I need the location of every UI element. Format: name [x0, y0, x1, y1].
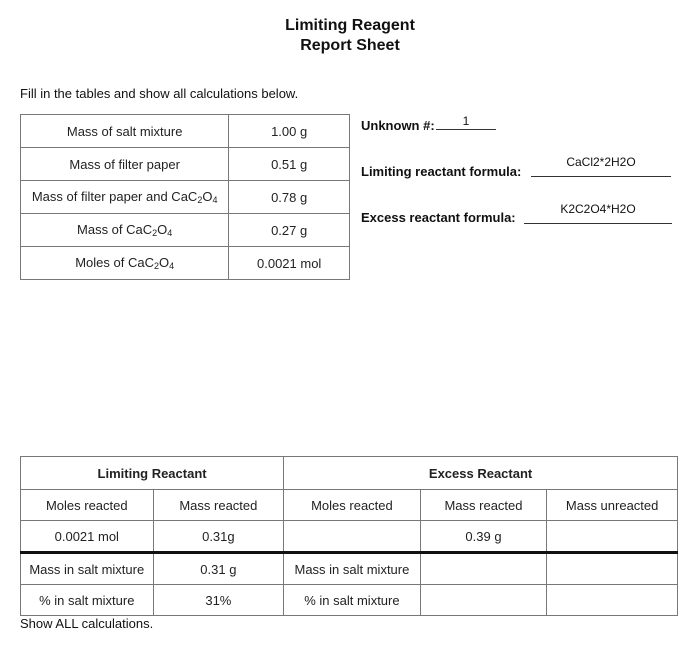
row-value[interactable]: 0.51 g [229, 148, 350, 181]
table-cell: % in salt mixture [21, 585, 154, 616]
excess-reactant-field[interactable]: K2C2O4*H2O [524, 203, 672, 224]
table-row [21, 585, 678, 616]
table-cell: Mass in salt mixture [21, 553, 154, 585]
row-value[interactable]: 1.00 g [229, 115, 350, 148]
column-header: Mass reacted [420, 490, 547, 521]
row-label: Mass of filter paper [21, 148, 229, 181]
excess-reactant-header: Excess Reactant [284, 457, 678, 490]
table-header-row [21, 490, 678, 521]
row-value[interactable]: 0.27 g [229, 214, 350, 247]
instructions-text: Fill in the tables and show all calculations below. [20, 86, 299, 101]
table-row [21, 181, 350, 214]
row-value[interactable]: 0.0021 mol [229, 247, 350, 280]
table-cell[interactable]: 0.31g [153, 521, 284, 553]
column-header: Mass unreacted [547, 490, 678, 521]
table-cell: Mass in salt mixture [284, 553, 421, 585]
title-line-2: Report Sheet [300, 37, 400, 54]
table-cell[interactable] [547, 553, 678, 585]
table-cell[interactable]: 0.39 g [420, 521, 547, 553]
title-line-1: Limiting Reagent [285, 17, 415, 34]
row-label: Mass of salt mixture [21, 115, 229, 148]
column-header: Mass reacted [153, 490, 284, 521]
table-row [21, 115, 350, 148]
page-title [0, 16, 700, 56]
row-label: Moles of $CaC_2O_4$ [21, 247, 229, 280]
table-row [21, 214, 350, 247]
table-cell[interactable]: 0.0021 mol [21, 521, 154, 553]
row-label: Mass of filter paper and $CaC_2O_4$ [21, 181, 229, 214]
footer-note: Show ALL calculations. [20, 616, 154, 631]
unknown-label: Unknown #: [361, 118, 435, 133]
limiting-reactant-label: Limiting reactant formula: [361, 164, 522, 179]
table-header-row [21, 457, 678, 490]
table-row [21, 553, 678, 585]
unknown-field[interactable]: 1 [436, 115, 496, 130]
table-cell[interactable] [420, 553, 547, 585]
table-cell[interactable] [547, 585, 678, 616]
column-header: Moles reacted [284, 490, 421, 521]
table-row [21, 247, 350, 280]
column-header: Moles reacted [21, 490, 154, 521]
table-cell[interactable]: 31% [153, 585, 284, 616]
table-cell[interactable] [547, 521, 678, 553]
table-row [21, 148, 350, 181]
table-cell[interactable] [420, 585, 547, 616]
excess-reactant-label: Excess reactant formula: [361, 210, 516, 225]
table-cell: % in salt mixture [284, 585, 421, 616]
table-cell[interactable]: 0.31 g [153, 553, 284, 585]
limiting-reactant-header: Limiting Reactant [21, 457, 284, 490]
measurements-table [20, 114, 350, 280]
table-row [21, 521, 678, 553]
reactant-table [20, 456, 678, 616]
row-label: Mass of $CaC_2O_4$ [21, 214, 229, 247]
limiting-reactant-field[interactable]: CaCl2*2H2O [531, 156, 671, 177]
row-value[interactable]: 0.78 g [229, 181, 350, 214]
table-cell[interactable] [284, 521, 421, 553]
